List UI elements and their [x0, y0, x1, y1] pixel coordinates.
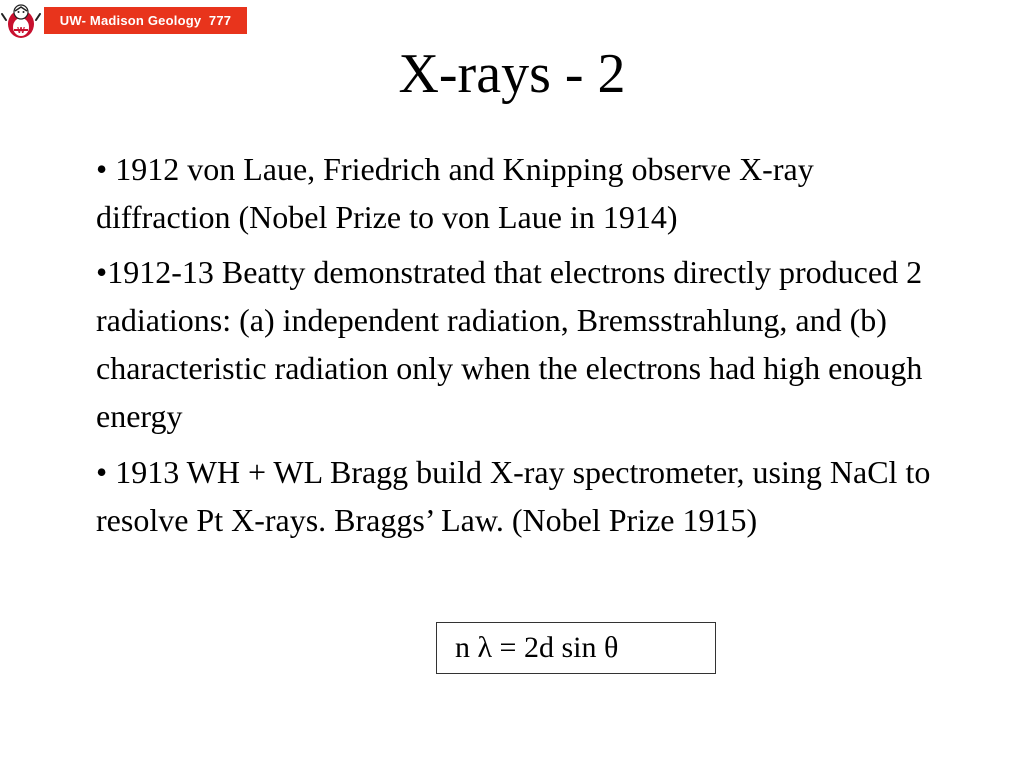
svg-text:W: W	[17, 26, 25, 35]
bullet-list	[96, 145, 956, 551]
badger-mascot-icon	[0, 0, 42, 42]
course-header-badge: UW- Madison Geology 777	[44, 7, 247, 34]
braggs-law-formula-box: n λ = 2d sin θ	[436, 622, 716, 674]
bullet-item: • 1912 von Laue, Friedrich and Knipping observe X-ray diffraction (Nobel Prize to von Laue in 1914)	[96, 151, 814, 235]
slide-title: X-rays - 2	[398, 43, 626, 105]
bullet-item: • 1913 WH + WL Bragg build X-ray spectrometer, using NaCl to resolve Pt X-rays. Braggs’ Law. (Nobel Prize 1915)	[96, 454, 931, 538]
bullet-item: •1912-13 Beatty demonstrated that electrons directly produced 2 radiations: (a) independent radiation, Bremsstrahlung, and (b) characteristic radiation only when the electrons had high enough energy	[96, 254, 923, 434]
